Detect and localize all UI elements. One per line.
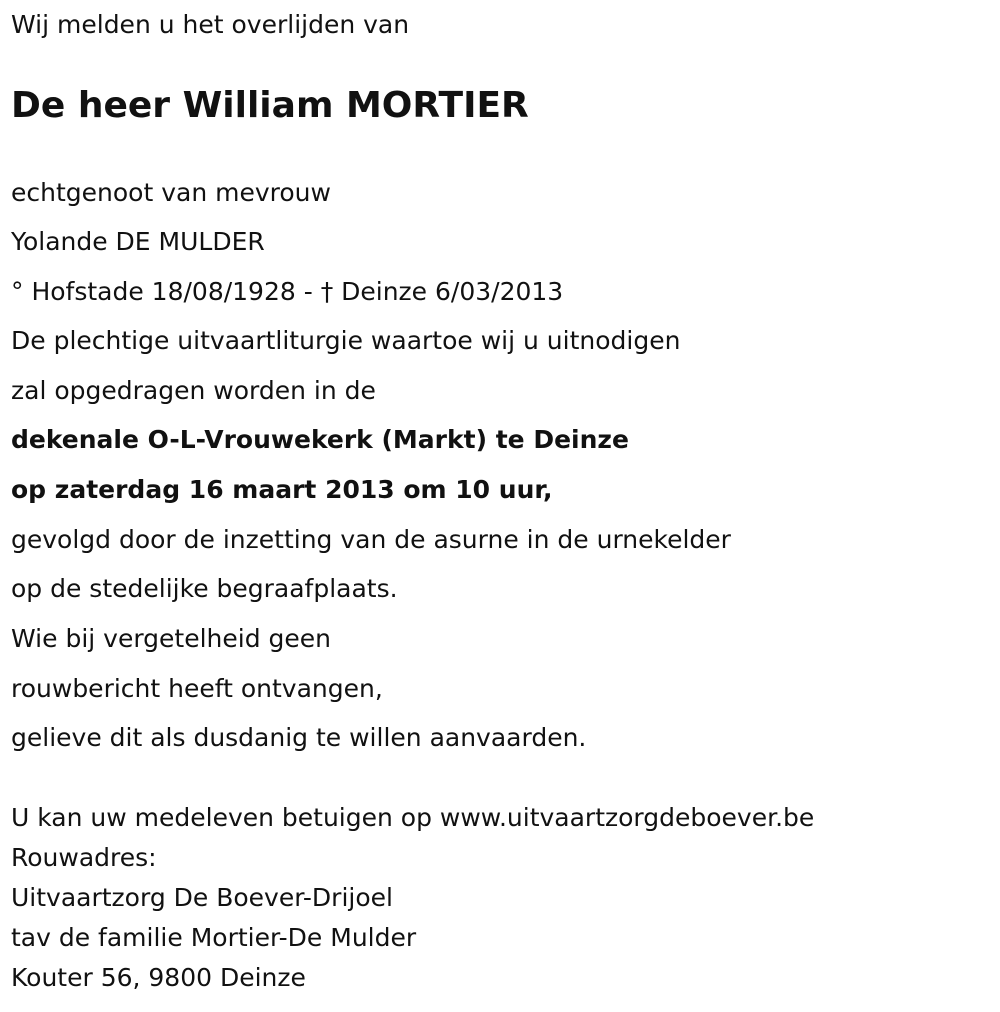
condolence-text: U kan uw medeleven betuigen op www.uitvaartzorgdeboever.be (11, 803, 815, 832)
spouse-name: Yolande DE MULDER (11, 227, 265, 256)
intro-text: Wij melden u het overlijden van (11, 10, 410, 39)
service-line-2: zal opgedragen worden in de (11, 376, 376, 405)
address-line-3: Kouter 56, 9800 Deinze (11, 963, 306, 992)
notice-line-2: rouwbericht heeft ontvangen, (11, 674, 383, 703)
service-line-1: De plechtige uitvaartliturgie waartoe wij u uitnodigen (11, 326, 681, 355)
address-line-2: tav de familie Mortier-De Mulder (11, 923, 417, 952)
deceased-name: De heer William MORTIER (11, 85, 529, 126)
church-name: dekenale O-L-Vrouwekerk (Markt) te Deinze (11, 425, 629, 454)
address-label: Rouwadres: (11, 843, 157, 872)
service-date: op zaterdag 16 maart 2013 om 10 uur, (11, 475, 553, 504)
address-line-1: Uitvaartzorg De Boever-Drijoel (11, 883, 393, 912)
service-line-5: gevolgd door de inzetting van de asurne in de urnekelder (11, 525, 731, 554)
birth-death-dates: ° Hofstade 18/08/1928 - † Deinze 6/03/2013 (11, 277, 564, 306)
service-line-6: op de stedelijke begraafplaats. (11, 574, 398, 603)
spouse-label: echtgenoot van mevrouw (11, 178, 331, 207)
notice-line-3: gelieve dit als dusdanig te willen aanvaarden. (11, 723, 587, 752)
notice-line-1: Wie bij vergetelheid geen (11, 624, 332, 653)
